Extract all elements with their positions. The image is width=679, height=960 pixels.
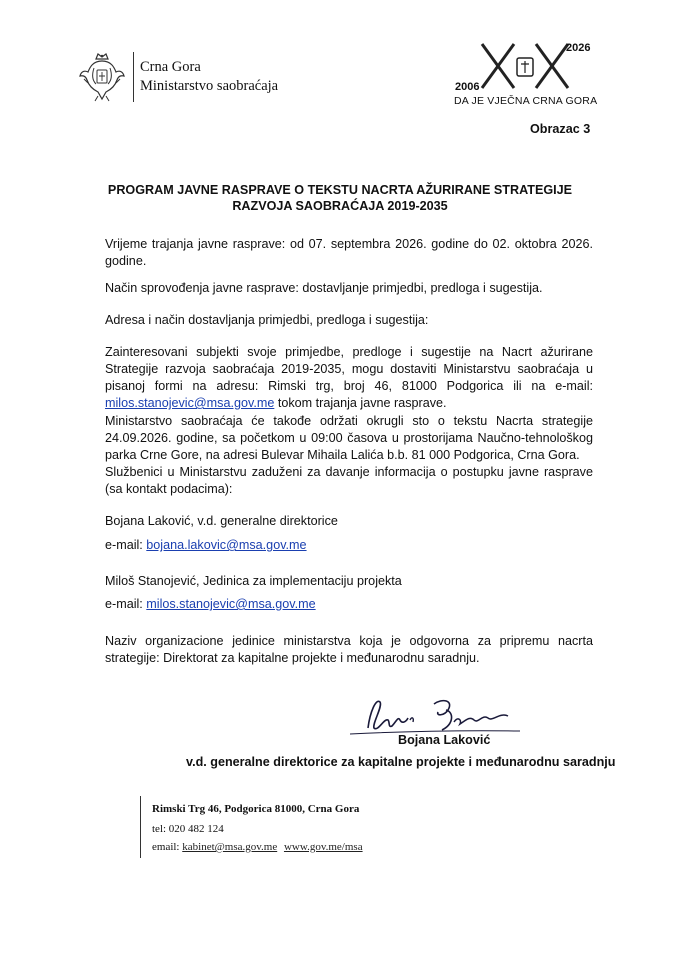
address-intro-paragraph: Adresa i način dostavljanja primjedbi, predloga i sugestija: [105,313,429,327]
contact1-name: Bojana Laković, v.d. generalne direktorice [105,514,338,528]
header-divider [133,52,134,102]
logo-tagline: DA JE VJEČNA CRNA GORA [454,95,598,107]
footer-tel: tel: 020 482 124 [152,823,224,835]
submission-text: Zainteresovani subjekti svoje primjedbe, predloge i sugestije na Nacrt ažurirane Strategije razvoja saobraćaja 2019-2035, mogu dostaviti Ministarstvu saobraćaja u pisanoj formi na adresu: Rimski trg, broj 46, 81000 Podgorica ili na e-mail: [105,345,593,393]
signatory-name: Bojana Laković [398,733,491,747]
signatory-role: v.d. generalne direktorice za kapitalne projekte i međunarodnu saradnju [186,755,616,769]
contact2-email-label: e-mail: [105,597,147,611]
duration-paragraph: Vrijeme trajanja javne rasprave: od 07. septembra 2026. godine do 02. oktobra 2026. godine. [105,237,593,268]
ministry-name: Ministarstvo saobraćaja [140,78,279,94]
officials-intro-paragraph: Službenici u Ministarstvu zaduženi za davanje informacija o postupku javne rasprave (sa kontakt podacima): [105,465,593,496]
document-title [100,182,580,214]
footer-email-line [152,841,363,853]
coat-of-arms-icon [78,52,126,104]
form-label: Obrazac 3 [530,122,591,136]
submission-paragraph [105,344,593,412]
contact1-email-line [105,537,593,554]
footer-website-link[interactable]: www.gov.me/msa [283,841,363,853]
logo-year-right: 2026 [566,42,591,54]
contact2-email-link[interactable]: milos.stanojevic@msa.gov.me [146,597,316,611]
contact2-name: Miloš Stanojević, Jedinica za implementaciju projekta [105,574,402,588]
footer-address: Rimski Trg 46, Podgorica 81000, Crna Gora [152,803,360,815]
title-line-2: RAZVOJA SAOBRAĆAJA 2019-2035 [232,199,448,213]
contact1-email-label: e-mail: [105,538,147,552]
submission-email-link[interactable]: milos.stanojevic@msa.gov.me [105,396,275,410]
unit-paragraph: Naziv organizacione jedinice ministarstva koja je odgovorna za pripremu nacrta strategije: Direktorat za kapitalne projekte i međunarodnu saradnju. [105,634,593,665]
roundtable-paragraph: Ministarstvo saobraćaja će takođe održati okrugli sto o tekstu Nacrta strategije 24.09.2026. godine, sa početkom u 09:00 časova u prostorijama Naučno-tehnološkog parka Crne Gore, na adresi Bulevar Mihaila Lalića b.b. 81 000 Podgorica, Crna Gora. [105,414,593,462]
method-paragraph: Način sprovođenja javne rasprave: dostavljanje primjedbi, predloga i sugestija. [105,281,543,295]
logo-year-left: 2006 [455,81,480,93]
contact1-email-link[interactable]: bojana.lakovic@msa.gov.me [146,538,307,552]
anniversary-logo [440,40,610,112]
submission-tail: tokom trajanja javne rasprave. [274,396,447,410]
title-line-1: PROGRAM JAVNE RASPRAVE O TEKSTU NACRTA AŽURIRANE STRATEGIJE [107,183,573,197]
footer-email-link[interactable]: kabinet@msa.gov.me [182,841,278,853]
contact2-email-line [105,596,593,613]
org-name: Crna Gora [140,59,201,75]
footer-divider [140,796,141,858]
footer-email-label: email: [152,841,183,853]
